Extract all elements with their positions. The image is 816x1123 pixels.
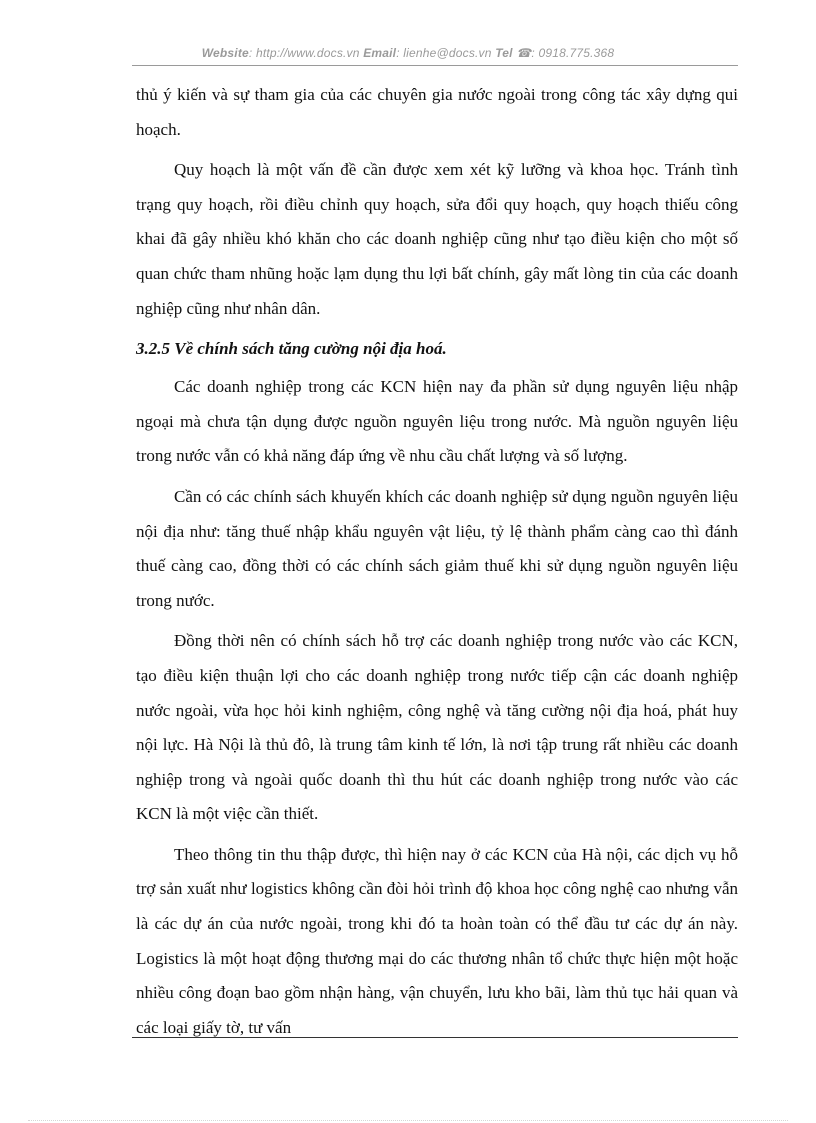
website-label: Website [201,46,249,60]
tel-label: Tel [495,46,513,60]
section-heading: 3.2.5 Về chính sách tăng cường nội địa hoá. [136,339,447,359]
page-edge [28,1120,788,1121]
footer-rule [132,1037,738,1038]
email-value: : lienhe@docs.vn [396,46,492,60]
paragraph-quy-hoach: Quy hoạch là một vấn đề cần được xem xét kỹ lưỡng và khoa học. Tránh tình trạng quy hoạch, rồi điều chỉnh quy hoạch, sửa đổi quy hoạch, quy hoạch thiếu công khai đã gây nhiều khó khăn cho các doanh nghiệp cũng như tạo điều kiện cho một số quan chức tham nhũng hoặc lạm dụng thu lợi bất chính, gây mất lòng tin của các doanh nghiệp cũng như nhân dân. [136,160,738,318]
paragraph-continued: thủ ý kiến và sự tham gia của các chuyên gia nước ngoài trong công tác xây dựng qui hoạch. [136,85,738,139]
page-header [0,46,816,60]
header-rule [132,65,738,66]
paragraph-logistics: Theo thông tin thu thập được, thì hiện nay ở các KCN của Hà nội, các dịch vụ hỗ trợ sản xuất như logistics không cần đòi hỏi trình độ khoa học công nghệ cao nhưng vẫn là các dự án của nước ngoài, trong khi đó ta hoàn toàn có thể đầu tư các dự án này. Logistics là một hoạt động thương mại do các thương nhân tổ chức thực hiện một hoặc nhiều công đoạn bao gồm nhận hàng, vận chuyển, lưu kho bãi, làm thủ tục hải quan và các loại giấy tờ, tư vấn [136,844,738,1037]
website-value: : http://www.docs.vn [248,46,360,60]
email-label: Email [363,46,397,60]
paragraph-ho-tro: Đồng thời nên có chính sách hỗ trợ các doanh nghiệp trong nước vào các KCN, tạo điều kiện thuận lợi cho các doanh nghiệp trong nước tiếp cận các doanh nghiệp nước ngoài, vừa học hỏi kinh nghiệm, công nghệ và tăng cường nội địa hoá, phát huy nội lực. Hà Nội là thủ đô, là trung tâm kinh tế lớn, là nơi tập trung rất nhiều các doanh nghiệp trong và ngoài quốc doanh thì thu hút các doanh nghiệp trong nước vào các KCN là một việc cần thiết. [136,631,738,824]
phone-icon: ☎ [516,46,532,60]
paragraph-nguyen-lieu: Các doanh nghiệp trong các KCN hiện nay đa phần sử dụng nguyên liệu nhập ngoại mà chưa tận dụng được nguồn nguyên liệu trong nước. Mà nguồn nguyên liệu trong nước vẫn có khả năng đáp ứng về nhu cầu chất lượng và số lượng. [136,377,738,466]
document-body [136,78,738,1051]
tel-value: : 0918.775.368 [531,46,615,60]
paragraph-chinh-sach: Cần có các chính sách khuyến khích các doanh nghiệp sử dụng nguồn nguyên liệu nội địa như: tăng thuế nhập khẩu nguyên vật liệu, tỷ lệ thành phẩm càng cao thì đánh thuế càng cao, đồng thời có các chính sách giảm thuế khi sử dụng nguồn nguyên liệu trong nước. [136,486,738,610]
